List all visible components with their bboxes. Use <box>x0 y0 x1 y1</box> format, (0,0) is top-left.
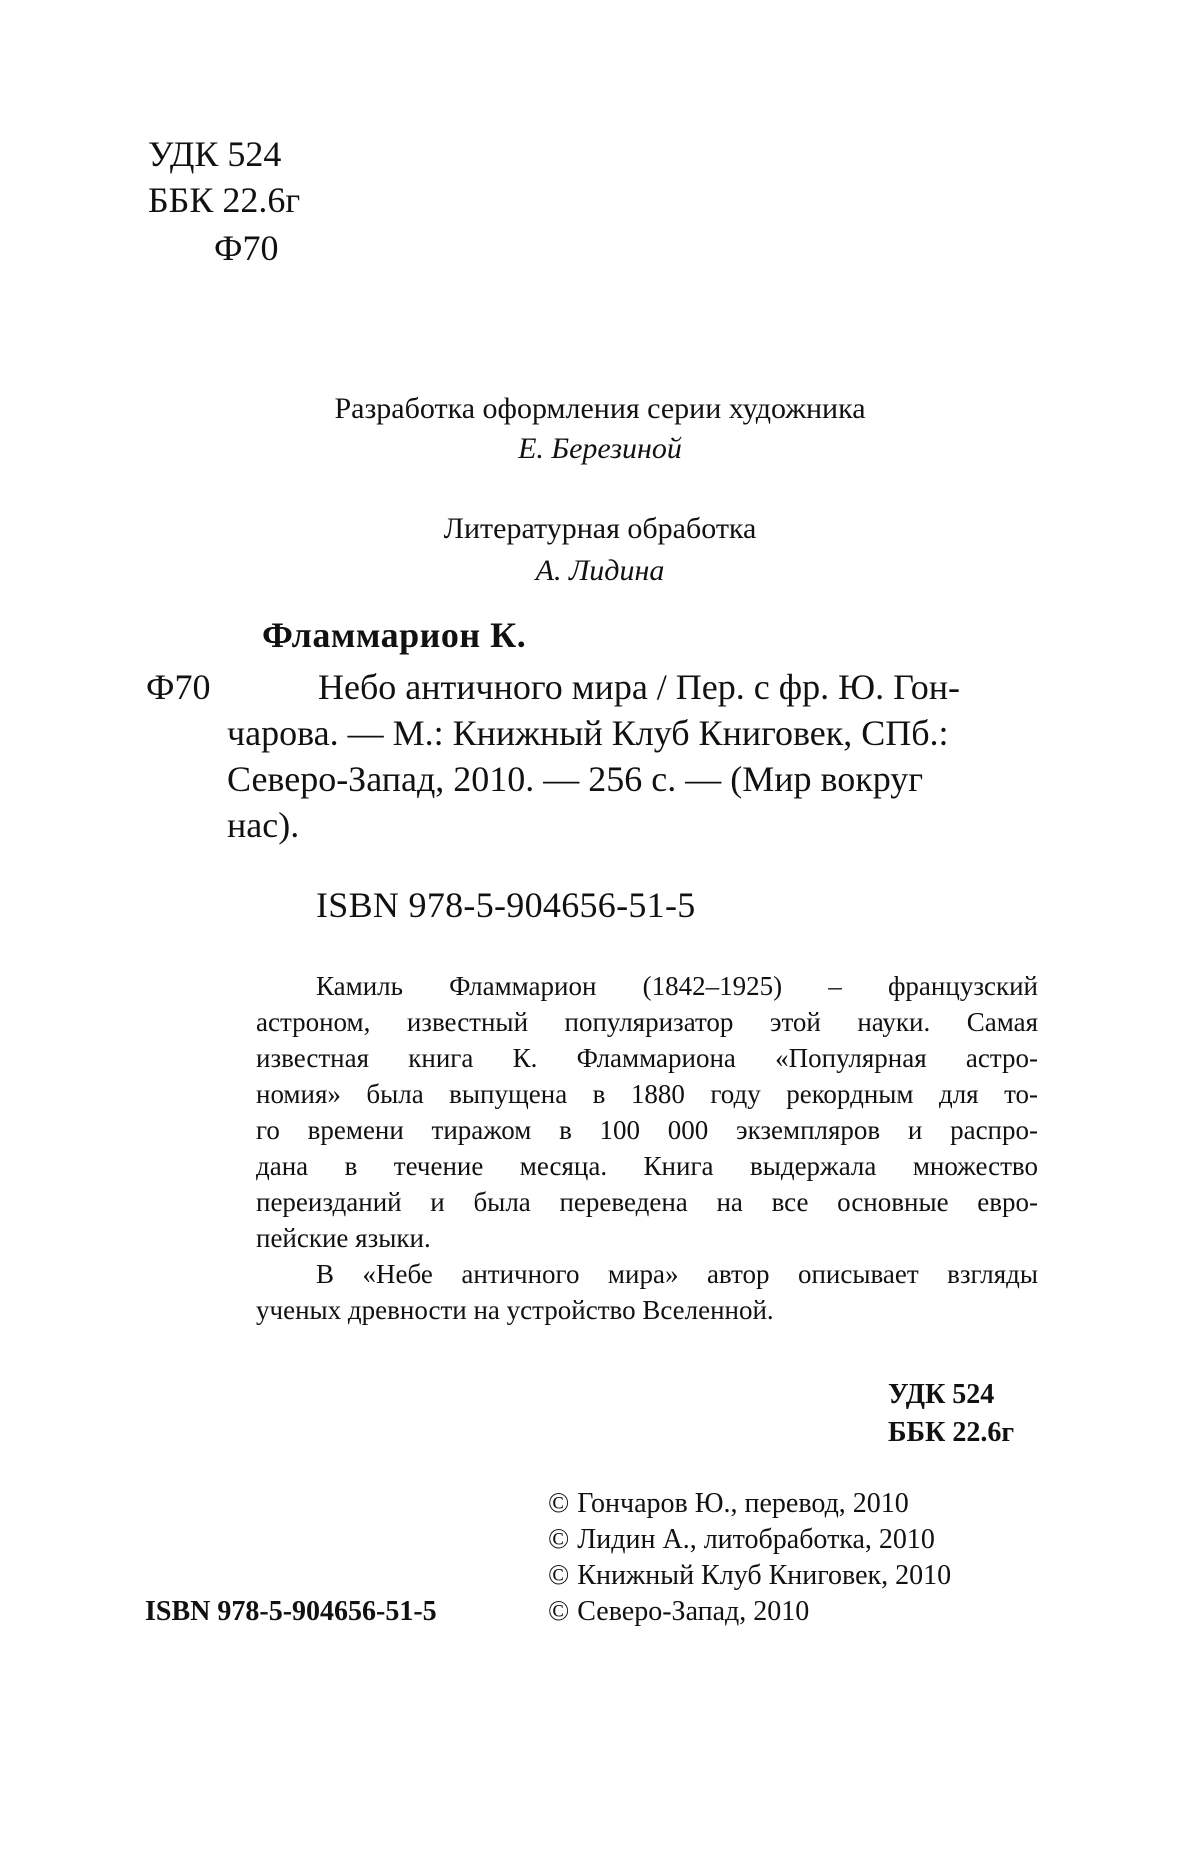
design-credit-name: Е. Березиной <box>518 432 682 465</box>
copyright-line <box>548 1486 909 1522</box>
annotation-line: номия» была выпущена в 1880 году рекордным для то- <box>256 1079 1038 1109</box>
annotation-line: го времени тиражом в 100 000 экземпляров и распро- <box>256 1115 1038 1145</box>
copyright-line <box>548 1522 935 1558</box>
record-code: Ф70 <box>146 667 211 707</box>
annotation-line: астроном, известный популяризатор этой науки. Самая <box>256 1007 1038 1037</box>
record-line-1: Небо античного мира / Пер. с фр. Ю. Гон- <box>318 667 960 707</box>
annotation-line: В «Небе античного мира» автор описывает взгляды <box>316 1259 1038 1289</box>
copyright-text: Книжный Клуб Книговек, 2010 <box>577 1560 952 1591</box>
annotation-line: дана в течение месяца. Книга выдержала множество <box>256 1151 1038 1181</box>
author-heading: Фламмарион К. <box>262 615 527 655</box>
copyright-icon: © <box>548 1596 570 1627</box>
design-credit-role: Разработка оформления серии художника <box>334 392 866 425</box>
copyright-text: Лидин А., литобработка, 2010 <box>577 1524 935 1555</box>
annotation-line: известная книга К. Фламмариона «Популярная астро- <box>256 1043 1038 1073</box>
record-line-3: Северо-Запад, 2010. — 256 с. — (Мир вокруг <box>227 759 924 799</box>
annotation-line: ученых древности на устройство Вселенной. <box>256 1295 774 1325</box>
copyright-line <box>548 1558 951 1594</box>
copyright-text: Северо-Запад, 2010 <box>577 1596 810 1627</box>
copyright-text: Гончаров Ю., перевод, 2010 <box>577 1488 909 1519</box>
literary-credit-name: А. Лидина <box>535 554 665 587</box>
isbn-record: ISBN 978-5-904656-51-5 <box>316 885 696 925</box>
copyright-icon: © <box>548 1488 570 1519</box>
annotation-line: пейские языки. <box>256 1223 431 1253</box>
bbk-code: ББК 22.6г <box>148 180 301 220</box>
author-sign-code: Ф70 <box>214 228 279 268</box>
annotation-line: Камиль Фламмарион (1842–1925) – французский <box>316 971 1038 1001</box>
bbk-code-bottom: ББК 22.6г <box>888 1417 1015 1448</box>
annotation-line: переизданий и была переведена на все основные евро- <box>256 1187 1038 1217</box>
literary-credit-role: Литературная обработка <box>443 512 757 545</box>
record-line-4: нас). <box>227 805 300 845</box>
record-line-2: чарова. — М.: Книжный Клуб Книговек, СПб.: <box>227 713 949 753</box>
udk-code-bottom: УДК 524 <box>888 1379 995 1410</box>
copyright-icon: © <box>548 1524 570 1555</box>
copyright-line <box>548 1594 809 1630</box>
isbn-bottom: ISBN 978-5-904656-51-5 <box>145 1596 437 1627</box>
udk-code: УДК 524 <box>148 134 282 174</box>
copyright-icon: © <box>548 1560 570 1591</box>
